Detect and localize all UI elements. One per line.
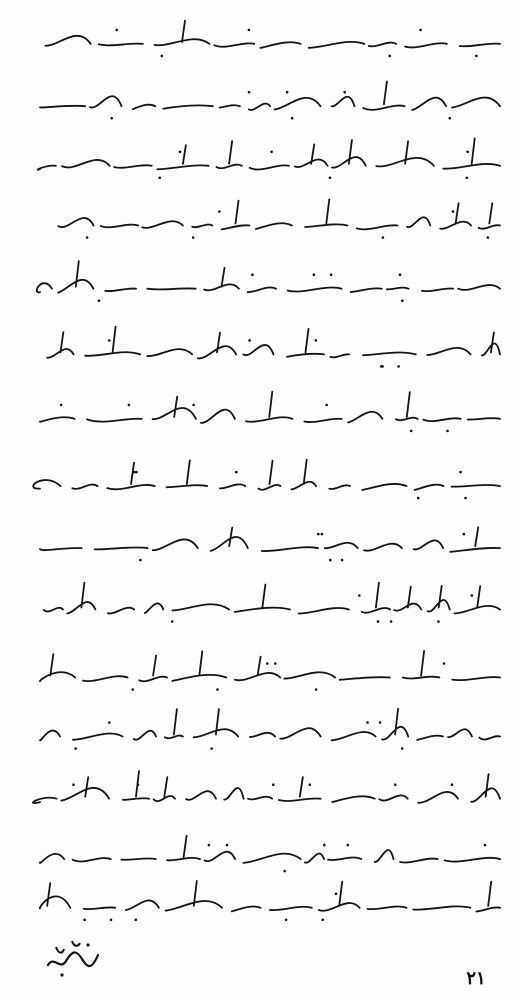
signature-mark [42, 925, 102, 985]
manuscript-line [30, 640, 510, 700]
manuscript-body [30, 0, 510, 900]
manuscript-line [30, 385, 510, 445]
manuscript-line [30, 515, 510, 575]
manuscript-line [30, 68, 510, 128]
manuscript-line [30, 450, 510, 510]
manuscript-line [30, 700, 510, 760]
manuscript-line [30, 870, 510, 930]
manuscript-line [30, 250, 510, 310]
manuscript-line [30, 130, 510, 190]
manuscript-line [30, 190, 510, 250]
manuscript-line [30, 765, 510, 825]
manuscript-line [30, 575, 510, 635]
manuscript-line [30, 8, 510, 68]
manuscript-line [30, 320, 510, 380]
page-number: ۲۱ [466, 968, 486, 989]
